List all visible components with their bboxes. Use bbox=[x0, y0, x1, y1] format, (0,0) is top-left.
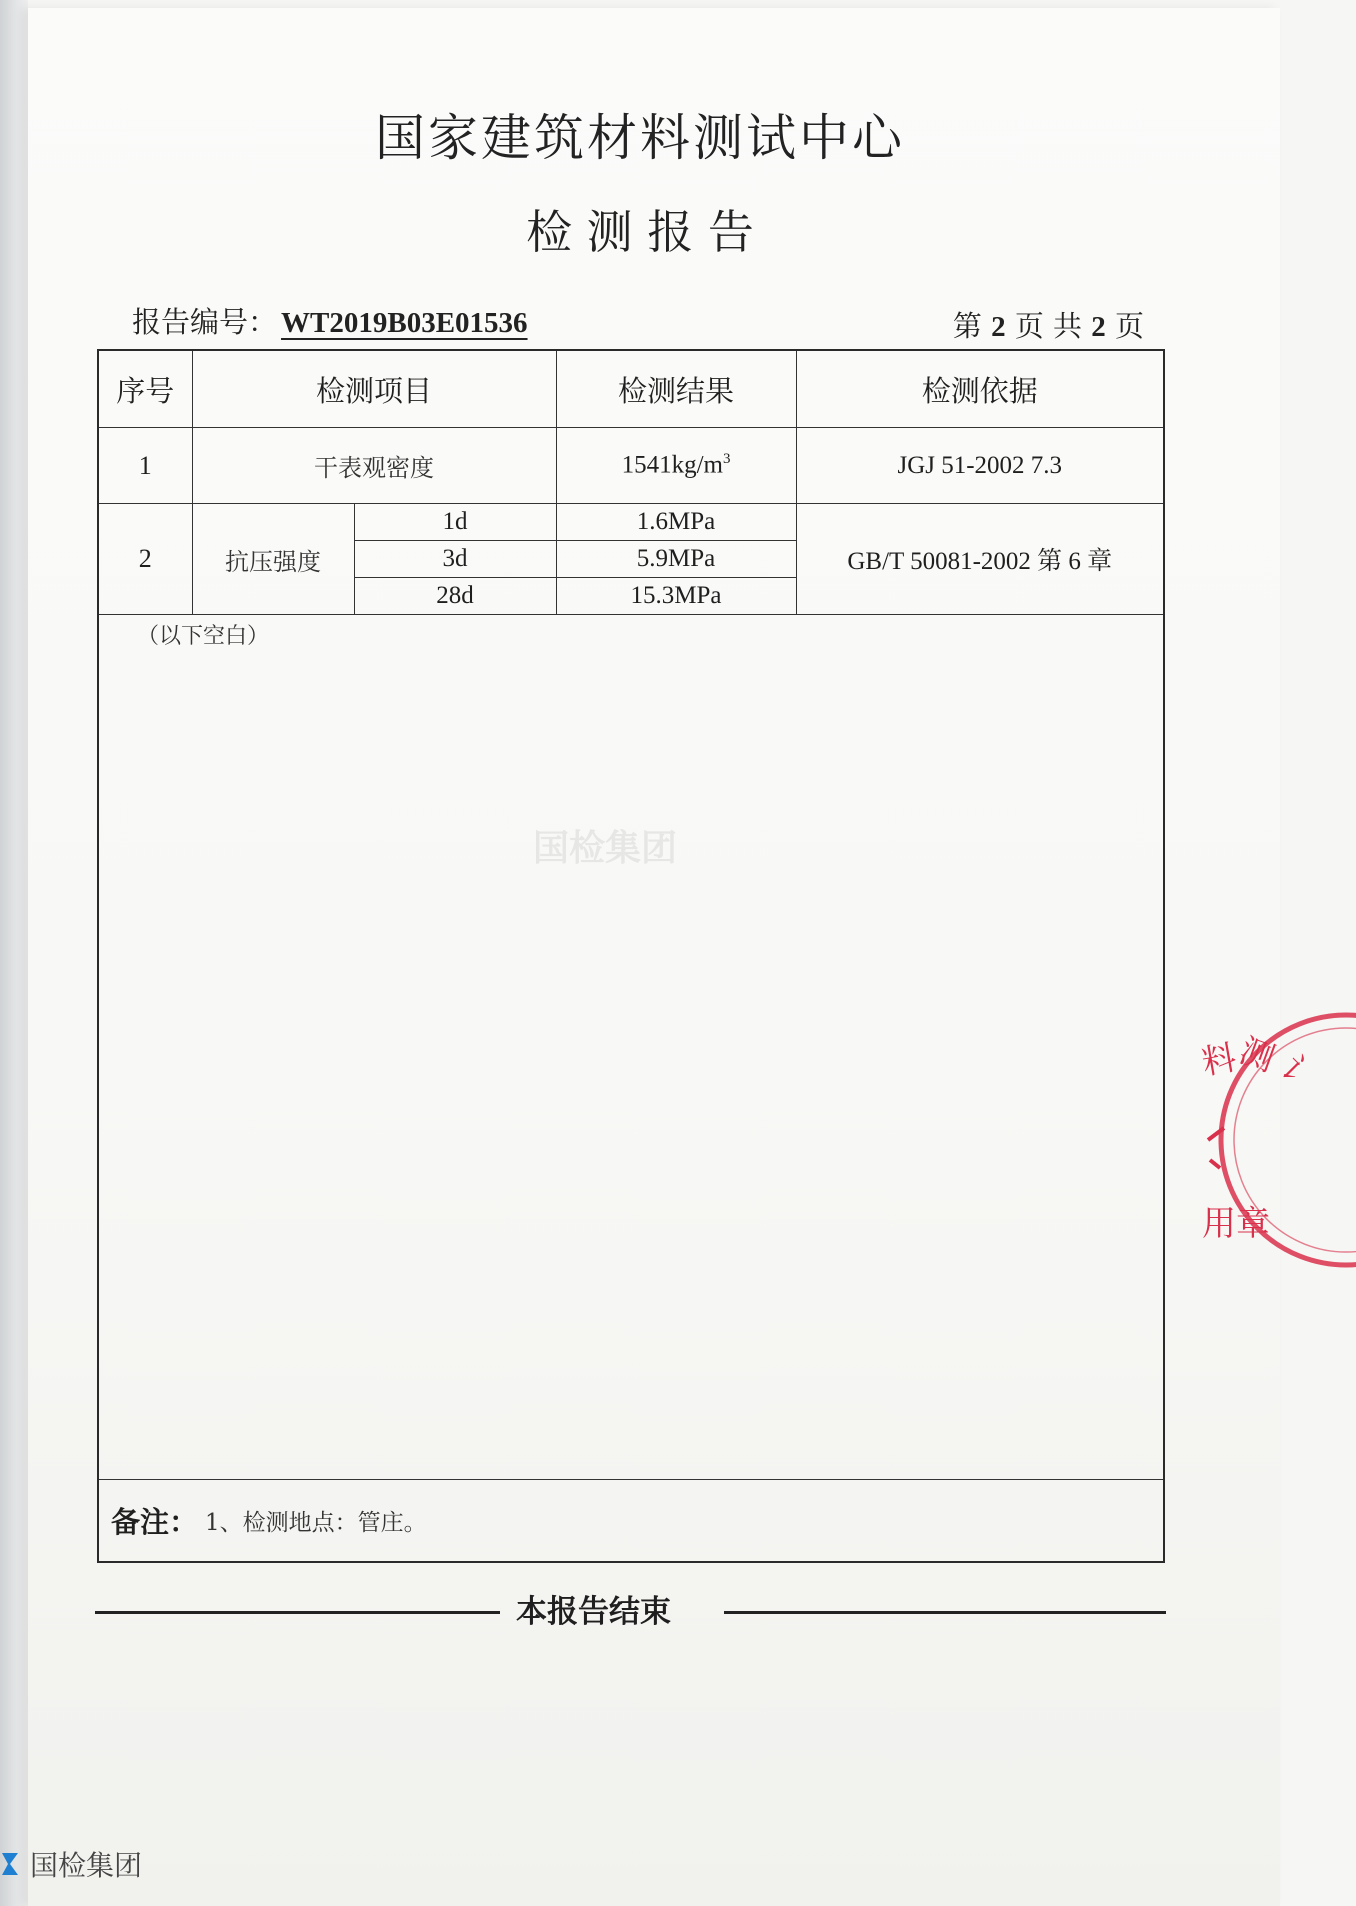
header-item: 检测项目 bbox=[192, 351, 556, 428]
row-item: 干表观密度 bbox=[192, 428, 556, 504]
header-basis: 检测依据 bbox=[796, 351, 1163, 428]
watermark-text: 国检集团 bbox=[532, 828, 677, 869]
row-item: 抗压强度 bbox=[192, 504, 354, 615]
page-mid: 页 共 bbox=[1014, 309, 1083, 343]
blank-below-note: （以下空白） bbox=[137, 624, 270, 649]
remarks-section bbox=[99, 1479, 1163, 1564]
footer-brand-text: 国检集团 bbox=[30, 1849, 143, 1882]
svg-text:讠: 讠 bbox=[1271, 1048, 1325, 1101]
page-total: 2 bbox=[1091, 311, 1106, 343]
brand-logo-icon bbox=[0, 1849, 22, 1879]
end-divider-right bbox=[724, 1611, 1166, 1614]
watermark-logo bbox=[490, 750, 720, 890]
results-frame bbox=[97, 349, 1165, 1563]
result-cell: 1.6MPa bbox=[556, 504, 796, 541]
page-current: 2 bbox=[991, 311, 1006, 343]
svg-text:料: 料 bbox=[1198, 1037, 1240, 1084]
row-basis: GB/T 50081-2002 第 6 章 bbox=[796, 504, 1163, 615]
footer-brand bbox=[0, 1846, 142, 1882]
table-header-row bbox=[99, 351, 1163, 428]
report-number-label: 报告编号： bbox=[132, 305, 278, 339]
age-cell: 1d bbox=[354, 504, 556, 541]
remarks-label: 备注： bbox=[111, 1505, 199, 1539]
svg-text:测: 测 bbox=[1234, 1030, 1280, 1080]
row-result bbox=[556, 428, 796, 504]
table-row bbox=[99, 428, 1163, 504]
result-value: 1541kg/m bbox=[621, 451, 723, 479]
result-superscript: 3 bbox=[722, 451, 731, 468]
report-number-value: WT2019B03E01536 bbox=[281, 307, 528, 339]
header-result: 检测结果 bbox=[556, 351, 796, 428]
svg-text:用章: 用章 bbox=[1202, 1204, 1270, 1244]
remarks-text: 1、检测地点：管庄。 bbox=[205, 1510, 427, 1536]
page-prefix: 第 bbox=[952, 309, 982, 343]
header-seq: 序号 bbox=[99, 351, 192, 428]
row-basis: JGJ 51-2002 7.3 bbox=[796, 428, 1163, 504]
organization-title: 国家建筑材料测试中心 bbox=[375, 109, 905, 167]
page-shadow-edge bbox=[0, 0, 28, 1906]
age-cell: 3d bbox=[354, 541, 556, 578]
report-number bbox=[132, 300, 528, 341]
results-table bbox=[99, 351, 1163, 615]
document-title: 检 测 报 告 bbox=[526, 205, 754, 259]
row-seq: 2 bbox=[99, 504, 192, 615]
report-end-text: 本报告结束 bbox=[516, 1594, 671, 1630]
result-cell: 15.3MPa bbox=[556, 578, 796, 615]
result-cell: 5.9MPa bbox=[556, 541, 796, 578]
row-seq: 1 bbox=[99, 428, 192, 504]
page-suffix: 页 bbox=[1114, 309, 1144, 343]
official-seal-stamp bbox=[1196, 1000, 1356, 1280]
page-indicator bbox=[953, 304, 1144, 345]
end-divider-left bbox=[95, 1611, 500, 1614]
age-cell: 28d bbox=[354, 578, 556, 615]
table-row bbox=[99, 504, 1163, 541]
